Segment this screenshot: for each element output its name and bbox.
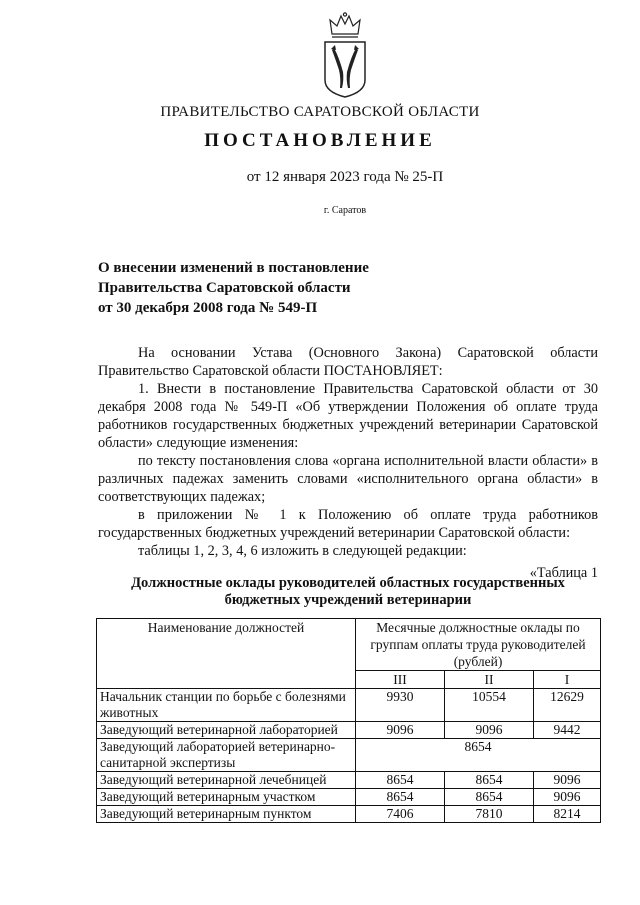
- salary-cell: 7406: [356, 806, 445, 823]
- group-header: I: [534, 671, 601, 689]
- salary-cell: 9930: [356, 689, 445, 722]
- salary-cell: 9442: [534, 722, 601, 739]
- document-subject: [98, 258, 428, 318]
- position-name: Заведующий ветеринарной лечебницей: [97, 772, 356, 789]
- table-row: [97, 806, 601, 823]
- salary-cell: 9096: [534, 772, 601, 789]
- body-paragraph: 1. Внести в постановление Правительства Саратовской области от 30 декабря 2008 года № 549-П «Об утверждении Положения об оплате труда работников государственных бюджетных учреждений ветеринарии Саратовской области» следующие изменения:: [98, 381, 598, 451]
- table-label: «Таблица 1: [529, 565, 598, 581]
- table-row: [97, 689, 601, 722]
- salary-cell: 10554: [445, 689, 534, 722]
- body-paragraph: в приложении № 1 к Положению об оплате труда работников государственных бюджетных учреждений ветеринарии Саратовской области:: [98, 507, 598, 541]
- government-name: ПРАВИТЕЛЬСТВО САРАТОВСКОЙ ОБЛАСТИ: [160, 104, 480, 120]
- table-row: [97, 789, 601, 806]
- salary-cell: 8654: [445, 772, 534, 789]
- salary-cell: 8654: [445, 789, 534, 806]
- position-name: Заведующий ветеринарным пунктом: [97, 806, 356, 823]
- table-row: [97, 722, 601, 739]
- subject-line: от 30 декабря 2008 года № 549-П: [98, 300, 318, 316]
- document-date-number: от 12 января 2023 года № 25-П: [246, 169, 444, 185]
- column-header-salary: Месячные должностные оклады по группам оплаты труда руководителей (рублей): [356, 619, 601, 671]
- table-title-line: Должностные оклады руководителей областных государственных: [131, 575, 565, 591]
- position-name: Заведующий ветеринарной лабораторией: [97, 722, 356, 739]
- table-header-row: [97, 619, 601, 671]
- body-paragraph: таблицы 1, 2, 3, 4, 6 изложить в следующей редакции:: [138, 543, 467, 559]
- salary-cell: 9096: [534, 789, 601, 806]
- position-name: Заведующий лабораторией ветеринарно-санитарной экспертизы: [97, 739, 356, 772]
- subject-line: О внесении изменений в постановление: [98, 260, 369, 276]
- document-city: г. Саратов: [323, 205, 367, 216]
- salary-cell: 8214: [534, 806, 601, 823]
- body-paragraph: по тексту постановления слова «органа исполнительной власти области» в различных падежах заменить словами «исполнительного органа области» в соответствующих падежах;: [98, 453, 598, 505]
- salary-cell: 7810: [445, 806, 534, 823]
- document-body: [98, 344, 598, 582]
- column-header-name: Наименование должностей: [97, 619, 356, 689]
- body-paragraph: На основании Устава (Основного Закона) Саратовской области Правительство Саратовской области ПОСТАНОВЛЯЕТ:: [98, 345, 598, 379]
- table-title: [98, 575, 598, 609]
- salary-cell: 8654: [356, 772, 445, 789]
- salary-table: [96, 618, 601, 823]
- salary-cell: 9096: [356, 722, 445, 739]
- table-row: [97, 739, 601, 772]
- subject-line: Правительства Саратовской области: [98, 280, 351, 296]
- salary-cell-merged: 8654: [356, 739, 601, 772]
- document-type: ПОСТАНОВЛЕНИЕ: [204, 130, 436, 151]
- salary-cell: 12629: [534, 689, 601, 722]
- saratov-coat-of-arms-icon: [322, 12, 368, 98]
- table-title-line: бюджетных учреждений ветеринарии: [224, 592, 472, 608]
- salary-cell: 9096: [445, 722, 534, 739]
- table-row: [97, 772, 601, 789]
- group-header: II: [445, 671, 534, 689]
- position-name: Заведующий ветеринарным участком: [97, 789, 356, 806]
- salary-cell: 8654: [356, 789, 445, 806]
- position-name: Начальник станции по борьбе с болезнями животных: [97, 689, 356, 722]
- group-header: III: [356, 671, 445, 689]
